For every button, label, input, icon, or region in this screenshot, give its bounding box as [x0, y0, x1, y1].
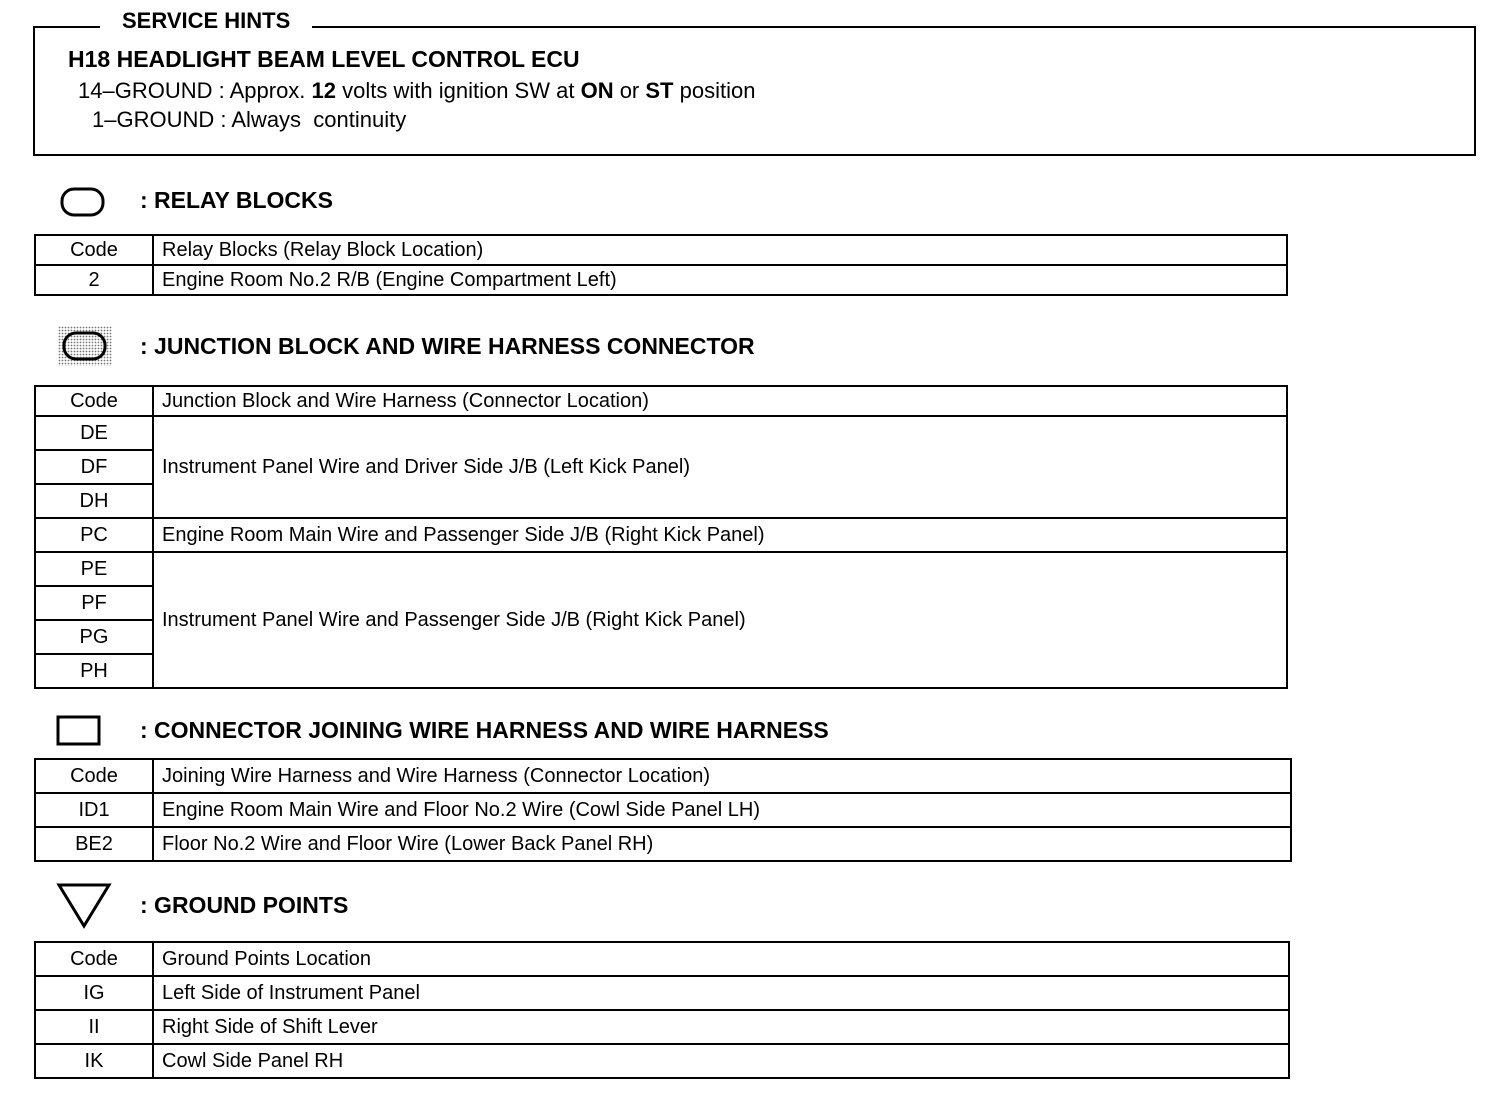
table-row [35, 518, 1287, 552]
header-code: Code [35, 386, 153, 416]
hint-line-14-ground [78, 78, 755, 104]
table-row [35, 976, 1289, 1010]
header-code: Code [35, 942, 153, 976]
header-desc: Ground Points Location [153, 942, 1289, 976]
header-desc: Relay Blocks (Relay Block Location) [153, 235, 1287, 265]
row-desc: Left Side of Instrument Panel [153, 976, 1289, 1010]
junction-blocks-table [34, 385, 1288, 689]
row-code: BE2 [35, 827, 153, 861]
table-row [35, 416, 1287, 450]
relay-blocks-table [34, 234, 1288, 296]
row-code: IG [35, 976, 153, 1010]
table-header-row [35, 235, 1287, 265]
table-row [35, 1010, 1289, 1044]
row-code: DE [35, 416, 153, 450]
relay-blocks-title: : RELAY BLOCKS [140, 187, 333, 213]
header-desc: Junction Block and Wire Harness (Connector Location) [153, 386, 1287, 416]
row-desc: Cowl Side Panel RH [153, 1044, 1289, 1078]
hint-end: position [673, 78, 756, 103]
row-code: ID1 [35, 793, 153, 827]
rounded-rect-icon [60, 186, 106, 218]
row-code: DF [35, 450, 153, 484]
row-code: PC [35, 518, 153, 552]
ecu-heading: H18 HEADLIGHT BEAM LEVEL CONTROL ECU [68, 46, 580, 72]
rectangle-icon [56, 715, 102, 747]
hint-or: or [613, 78, 646, 103]
hint-line-1-ground: 1–GROUND : Always continuity [92, 107, 407, 132]
row-desc: Right Side of Shift Lever [153, 1010, 1289, 1044]
down-triangle-icon [56, 882, 112, 930]
row-code: 2 [35, 265, 153, 295]
ground-points-table [34, 941, 1290, 1079]
connectors-title: : CONNECTOR JOINING WIRE HARNESS AND WIRE HARNESS [140, 717, 829, 743]
row-code: PE [35, 552, 153, 586]
junction-blocks-title: : JUNCTION BLOCK AND WIRE HARNESS CONNECTOR [140, 333, 755, 359]
table-header-row [35, 759, 1291, 793]
table-header-row [35, 942, 1289, 976]
shaded-rounded-rect-icon [58, 326, 112, 366]
table-row [35, 552, 1287, 586]
row-code: II [35, 1010, 153, 1044]
row-desc: Engine Room No.2 R/B (Engine Compartment Left) [153, 265, 1287, 295]
row-desc: Engine Room Main Wire and Passenger Side J/B (Right Kick Panel) [153, 518, 1287, 552]
service-hints-title: SERVICE HINTS [100, 8, 312, 34]
header-code: Code [35, 235, 153, 265]
row-code: PF [35, 586, 153, 620]
row-desc: Instrument Panel Wire and Passenger Side J/B (Right Kick Panel) [153, 552, 1287, 688]
row-code: PH [35, 654, 153, 688]
table-header-row [35, 386, 1287, 416]
row-desc: Instrument Panel Wire and Driver Side J/B (Left Kick Panel) [153, 416, 1287, 518]
header-desc: Joining Wire Harness and Wire Harness (Connector Location) [153, 759, 1291, 793]
row-code: IK [35, 1044, 153, 1078]
hint-voltage: 12 [311, 78, 337, 103]
row-code: DH [35, 484, 153, 518]
table-row [35, 827, 1291, 861]
hint-mid: volts with ignition SW at [336, 78, 581, 103]
ground-points-title: : GROUND POINTS [140, 892, 349, 918]
header-code: Code [35, 759, 153, 793]
table-row [35, 265, 1287, 295]
row-desc: Engine Room Main Wire and Floor No.2 Wire (Cowl Side Panel LH) [153, 793, 1291, 827]
hint-pin: 14–GROUND : Approx. [78, 78, 312, 103]
hint-st: ST [645, 78, 674, 103]
connectors-table [34, 758, 1292, 862]
table-row [35, 1044, 1289, 1078]
row-code: PG [35, 620, 153, 654]
row-desc: Floor No.2 Wire and Floor Wire (Lower Back Panel RH) [153, 827, 1291, 861]
table-row [35, 793, 1291, 827]
hint-on: ON [580, 78, 614, 103]
